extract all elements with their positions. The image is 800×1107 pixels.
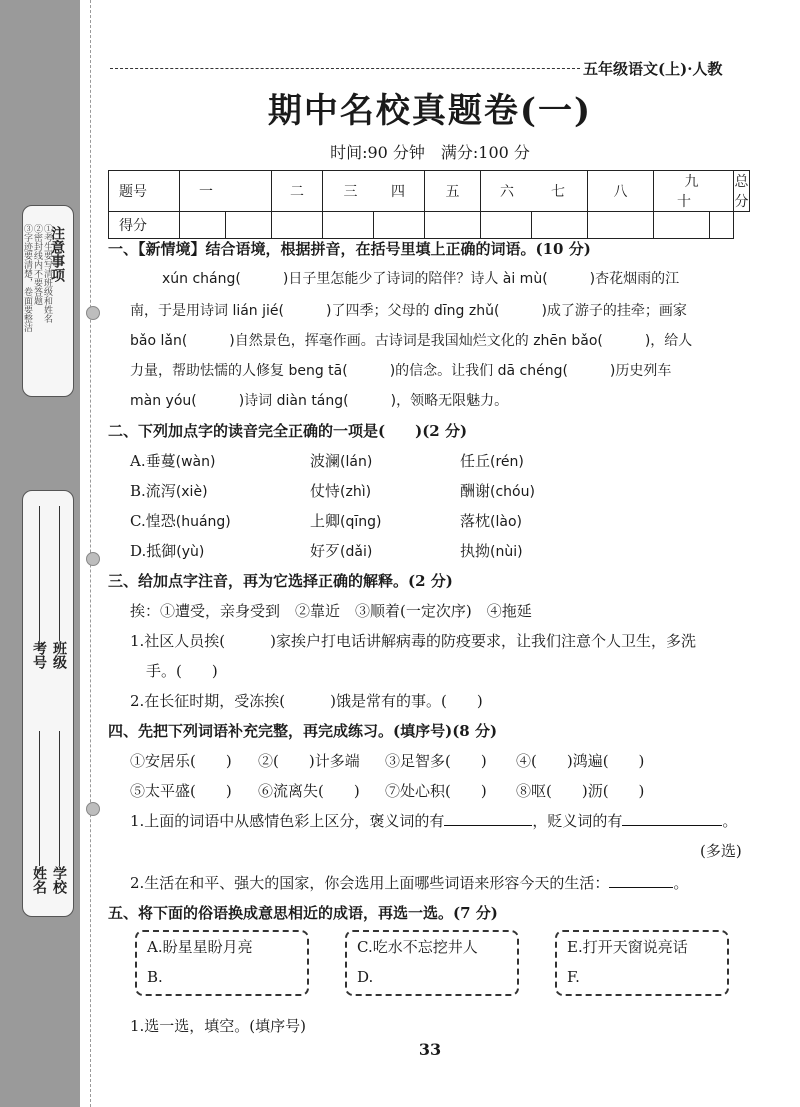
school-line [39,731,40,866]
row-label: 得分 [109,212,180,239]
idiom-item: ③足智多( ) [385,752,487,770]
question-5-heading: 五、将下面的俗语换成意思相近的成语，再选一选。(7 分) [108,904,498,922]
score-table-header-row [109,171,750,212]
score-col: 三 四 [323,171,425,212]
option-c[interactable]: C.惶恐(huáng) [130,512,231,530]
option-d[interactable]: D.抵御(yù) [130,542,205,560]
question-3-heading: 三、给加点字注音，再为它选择正确的解释。(2 分) [108,572,453,590]
question-3-item-2: 2.在长征时期，受冻挨( )饿是常有的事。( ) [130,692,483,710]
exam-no-label: 考号 [31,641,47,669]
question-1-line: xún cháng( )日子里怎能少了诗词的陪伴？诗人 ài mù( )杏花烟雨的江 [162,271,680,287]
commendatory-blank[interactable] [444,811,532,826]
proverb-card [135,930,309,996]
idiom-answer[interactable]: B. [147,968,163,986]
class-line [39,506,40,641]
binding-hole [86,306,100,320]
multi-select-note: (多选) [700,842,742,860]
score-table-score-row [109,212,750,239]
name-line [59,731,60,866]
notice-title: 注意事项 [49,226,65,282]
proverb-text: A.盼星星盼月亮 [147,938,253,956]
option-c-word: 上卿(qīng) [310,512,382,530]
definition-line: 挨：①遭受，亲身受到 ②靠近 ③顺着(一定次序) ④拖延 [130,602,532,620]
score-cell[interactable] [710,212,734,239]
time-info: 时间:90 分钟 满分:100 分 [330,143,530,162]
idiom-item: ⑧呕( )沥( ) [516,782,645,800]
score-cell[interactable] [425,212,481,239]
score-col: 五 [425,171,481,212]
score-cell[interactable] [481,212,532,239]
idiom-item: ④( )鸿遍( ) [516,752,645,770]
idiom-choice-blank[interactable] [609,873,673,888]
proverb-text: C.吃水不忘挖井人 [357,938,478,956]
proverb-card [345,930,519,996]
question-1-line: 力量，帮助怯懦的人修复 beng tā( )的信念。让我们 dā chéng( )历史列车 [130,363,672,379]
question-4-sub-1: 1.上面的词语中从感情色彩上区分，褒义词的有 ，贬义词的有 。 [130,812,738,830]
class-label: 班级 [51,641,67,669]
score-col: 九十 [654,171,734,212]
question-5-sub-1: 1.选一选，填空。(填序号) [130,1017,307,1035]
school-label: 学校 [51,866,67,894]
score-table [108,170,750,239]
score-col: 一 [180,171,272,212]
idiom-item: ⑤太平盛( ) [130,782,232,800]
name-label: 姓名 [31,866,47,894]
score-cell[interactable] [272,212,323,239]
idiom-item: ⑦处心积( ) [385,782,487,800]
header-rule [110,68,580,69]
option-a[interactable]: A.垂蔓(wàn) [130,452,216,470]
option-b-word: 仗恃(zhì) [310,482,372,500]
question-1-line: bǎo lǎn( )自然景色，挥毫作画。古诗词是我国灿烂文化的 zhēn bǎo( )，给人 [130,333,693,349]
score-cell[interactable] [226,212,272,239]
question-1-line: màn yóu( )诗词 diàn táng( )，领略无限魅力。 [130,393,509,409]
page-title: 期中名校真题卷(一) [267,91,593,131]
idiom-item: ①安居乐( ) [130,752,232,770]
student-info-box [22,490,74,917]
option-d-word: 好歹(dǎi) [310,542,373,560]
score-cell[interactable] [323,212,374,239]
question-4-sub-2: 2.生活在和平、强大的国家，你会选用上面哪些词语来形容今天的生活： 。 [130,874,689,892]
notice-line: ①考生要写清班级和姓名 [42,224,52,323]
score-col: 六 七 [481,171,588,212]
option-b-word: 酬谢(chóu) [460,482,535,500]
question-3-item-1-cont: 手。( ) [146,662,218,680]
exam-no-line [59,506,60,641]
notice-line: ②密封线内不要答题 [32,224,42,305]
proverb-text: E.打开天窗说亮话 [567,938,688,956]
option-a-word: 任丘(rén) [460,452,524,470]
notice-line: ③字迹要清楚，卷面要整洁 [22,224,32,332]
page-number: 33 [418,1040,442,1059]
score-cell[interactable] [532,212,588,239]
score-col: 总分 [734,171,750,212]
idiom-item: ②( )计多端 [258,752,360,770]
score-col: 二 [272,171,323,212]
score-cell[interactable] [374,212,425,239]
idiom-answer[interactable]: F. [567,968,580,986]
option-b[interactable]: B.流泻(xiè) [130,482,208,500]
score-cell[interactable] [588,212,654,239]
row-label: 题号 [109,171,180,212]
score-col: 八 [588,171,654,212]
idiom-answer[interactable]: D. [357,968,374,986]
notice-box [22,205,74,397]
question-3-item-1: 1.社区人员挨( )家挨户打电话讲解病毒的防疫要求，让我们注意个人卫生，多洗 [130,632,697,650]
idiom-item: ⑥流离失( ) [258,782,360,800]
question-1-heading: 一、【新情境】结合语境，根据拼音，在括号里填上正确的词语。(10 分) [108,240,591,258]
question-2-heading: 二、下列加点字的读音完全正确的一项是( )(2 分) [108,422,468,440]
question-1-line: 南，于是用诗词 lián jié( )了四季；父母的 dīng zhǔ( )成了游子的挂牵；画家 [130,303,687,319]
option-a-word: 波澜(lán) [310,452,373,470]
option-c-word: 落枕(lào) [460,512,522,530]
subject-label: 五年级语文(上)·人教 [583,60,723,78]
derogatory-blank[interactable] [622,811,722,826]
score-cell[interactable] [654,212,710,239]
proverb-card [555,930,729,996]
option-d-word: 执拗(nùi) [460,542,523,560]
score-cell[interactable] [180,212,226,239]
question-4-heading: 四、先把下列词语补充完整，再完成练习。(填序号)(8 分) [108,722,498,740]
binding-hole [86,802,100,816]
binding-hole [86,552,100,566]
